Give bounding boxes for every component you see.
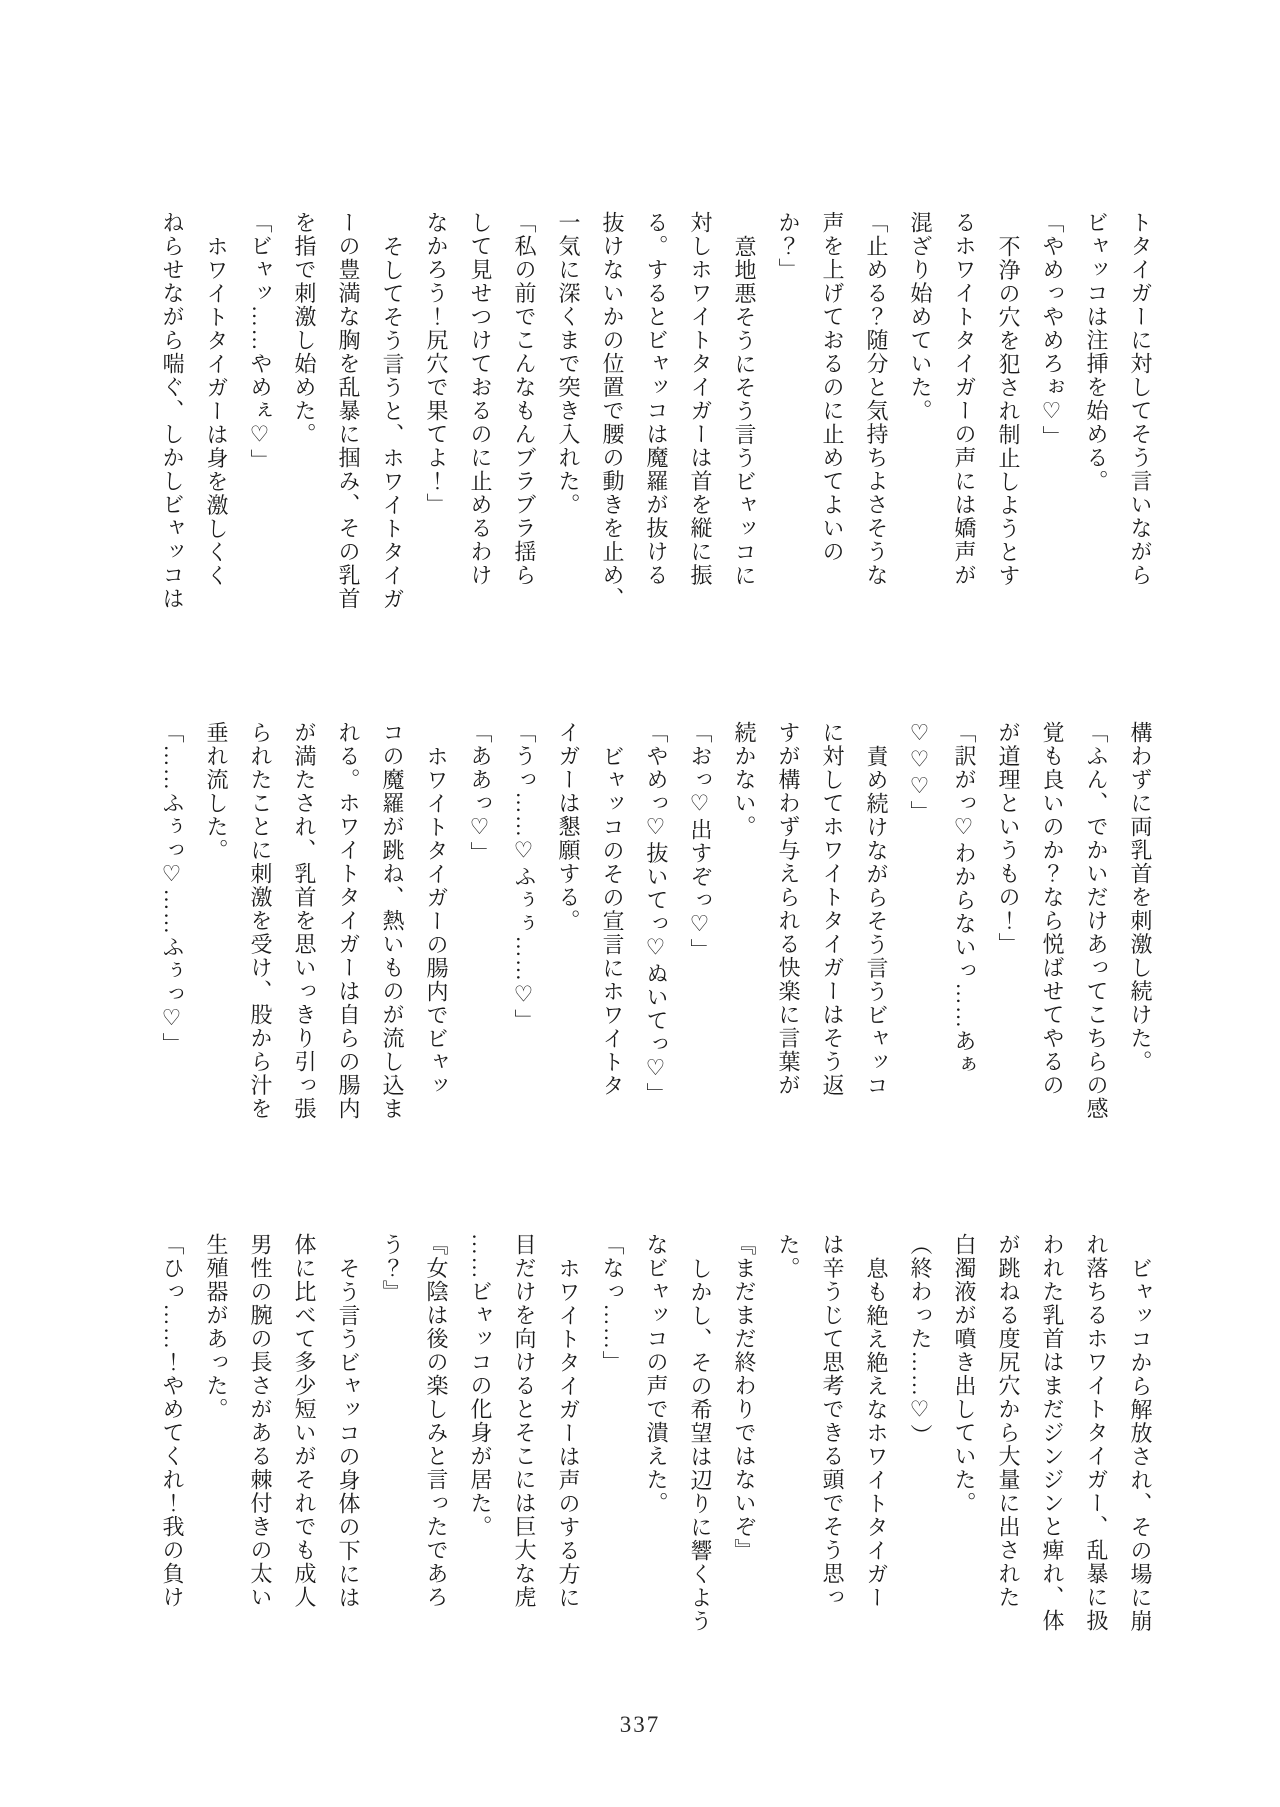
text-column: 「止める？随分と気持ちよさそうな (864, 211, 889, 587)
text-column: して見せつけておるのに止めるわけ (468, 211, 493, 587)
page-number: 337 (619, 1712, 661, 1737)
text-column: 「訳がっ♡わからないっ……あぁ (952, 721, 977, 1077)
text-column: るホワイトタイガーの声には嬌声が (952, 211, 977, 587)
text-column: 白濁液が噴き出していた。 (952, 1233, 977, 1515)
text-column: すが構わず与えられる快楽に言葉が (776, 721, 801, 1097)
text-column: なビャッコの声で潰えた。 (644, 1233, 669, 1515)
text-column: が満たされ、乳首を思いっきり引っ張 (292, 721, 317, 1121)
text-column: が跳ねる度尻穴から大量に出された (996, 1233, 1021, 1609)
text-column: 「ビャッ……やめぇ♡」 (248, 211, 273, 473)
text-column: ビャッコから解放され、その場に崩 (1128, 1256, 1153, 1633)
text-column: 『女陰は後の楽しみと言ったであろ (424, 1233, 449, 1609)
text-column: 混ざり始めていた。 (908, 211, 933, 423)
text-column: 一気に深くまで突き入れた。 (556, 211, 581, 517)
text-column: 「おっ♡出すぞっ♡」 (688, 721, 713, 962)
text-column: 不浄の穴を犯され制止しようとす (996, 234, 1021, 587)
text-column: は辛うじて思考できる頭でそう思っ (820, 1233, 845, 1609)
text-column: ビャッコは注挿を始める。 (1084, 211, 1109, 493)
text-column: トタイガーに対してそう言いながら (1128, 211, 1153, 587)
text-column: ……ビャッコの化身が居た。 (468, 1233, 493, 1539)
text-column: 「ああっ♡」 (468, 721, 493, 865)
text-column: られたことに刺激を受け、股から汁を (248, 721, 273, 1121)
text-column: なかろう！尻穴で果てよ！」 (424, 211, 449, 517)
text-column: ♡♡♡」 (908, 721, 933, 824)
text-column: 抜けないかの位置で腰の動きを止め、 (600, 211, 625, 611)
text-column: イガーは懇願する。 (556, 721, 581, 933)
text-column: 声を上げておるのに止めてよいの (820, 211, 845, 564)
text-column: ねらせながら喘ぐ、しかしビャッコは (160, 211, 185, 611)
text-column: か？」 (776, 211, 801, 282)
text-column: 垂れ流した。 (204, 721, 229, 862)
text-column: 責め続けながらそう言うビャッコ (864, 744, 889, 1097)
text-column: （終わった……♡） (908, 1233, 933, 1448)
text-column: が道理というもの！」 (996, 721, 1021, 956)
text-column: 生殖器があった。 (204, 1233, 229, 1421)
text-band-bottom (150, 1233, 1162, 1653)
text-column: ホワイトタイガーの腸内でビャッ (424, 744, 449, 1097)
text-column: を指で刺激し始めた。 (292, 211, 317, 446)
text-column: コの魔羅が跳ね、熱いものが流し込ま (380, 721, 405, 1121)
text-column: 「なっ……」 (600, 1233, 625, 1374)
text-column: そしてそう言うと、ホワイトタイガ (380, 234, 405, 611)
text-column: 『まだまだ終わりではないぞ』 (732, 1233, 757, 1562)
text-column: 「うっ……♡ふぅぅ……♡」 (512, 721, 537, 1033)
text-band-top (150, 211, 1162, 631)
text-column: ホワイトタイガーは声のする方に (556, 1256, 581, 1609)
text-column: 対しホワイトタイガーは首を縦に振 (688, 211, 713, 587)
text-column: 男性の腕の長さがある棘付きの太い (248, 1233, 273, 1609)
text-column: 覚も良いのか？なら悦ばせてやるの (1040, 721, 1065, 1097)
text-column: た。 (776, 1233, 801, 1280)
text-column: 「やめっ♡抜いてっ♡ぬいてっ♡」 (644, 721, 669, 1106)
text-column: しかし、その希望は辺りに響くよう (688, 1256, 713, 1633)
text-column: に対してホワイトタイガーはそう返 (820, 721, 845, 1097)
text-column: 体に比べて多少短いがそれでも成人 (292, 1233, 317, 1609)
text-column: 目だけを向けるとそこには巨大な虎 (512, 1233, 537, 1609)
text-column: れ落ちるホワイトタイガー、乱暴に扱 (1084, 1233, 1109, 1633)
text-column: ーの豊満な胸を乱暴に掴み、その乳首 (336, 211, 361, 611)
text-column: 構わずに両乳首を刺激し続けた。 (1128, 721, 1153, 1074)
text-column: う？』 (380, 1233, 405, 1304)
text-column: 「私の前でこんなもんブラブラ揺ら (512, 211, 537, 587)
text-column: 「ふん、でかいだけあってこちらの感 (1084, 721, 1109, 1121)
text-column: 意地悪そうにそう言うビャッコに (732, 234, 757, 587)
text-column: 続かない。 (732, 721, 757, 839)
text-column: ホワイトタイガーは身を激しくく (204, 234, 229, 587)
text-column: 息も絶え絶えなホワイトタイガー (864, 1256, 889, 1609)
text-column: る。するとビャッコは魔羅が抜ける (644, 211, 669, 587)
text-column: われた乳首はまだジンジンと痺れ、体 (1040, 1233, 1065, 1633)
text-column: 「ひっ……！やめてくれ！我の負け (160, 1233, 185, 1609)
text-column: 「やめっやめろぉ♡」 (1040, 211, 1065, 449)
text-column: 「……ふぅっ♡……ふぅっ♡」 (160, 721, 185, 1056)
text-column: れる。ホワイトタイガーは自らの腸内 (336, 721, 361, 1121)
text-band-middle (150, 721, 1162, 1141)
text-column: ビャッコのその宣言にホワイトタ (600, 744, 625, 1097)
text-column: そう言うビャッコの身体の下には (336, 1256, 361, 1609)
